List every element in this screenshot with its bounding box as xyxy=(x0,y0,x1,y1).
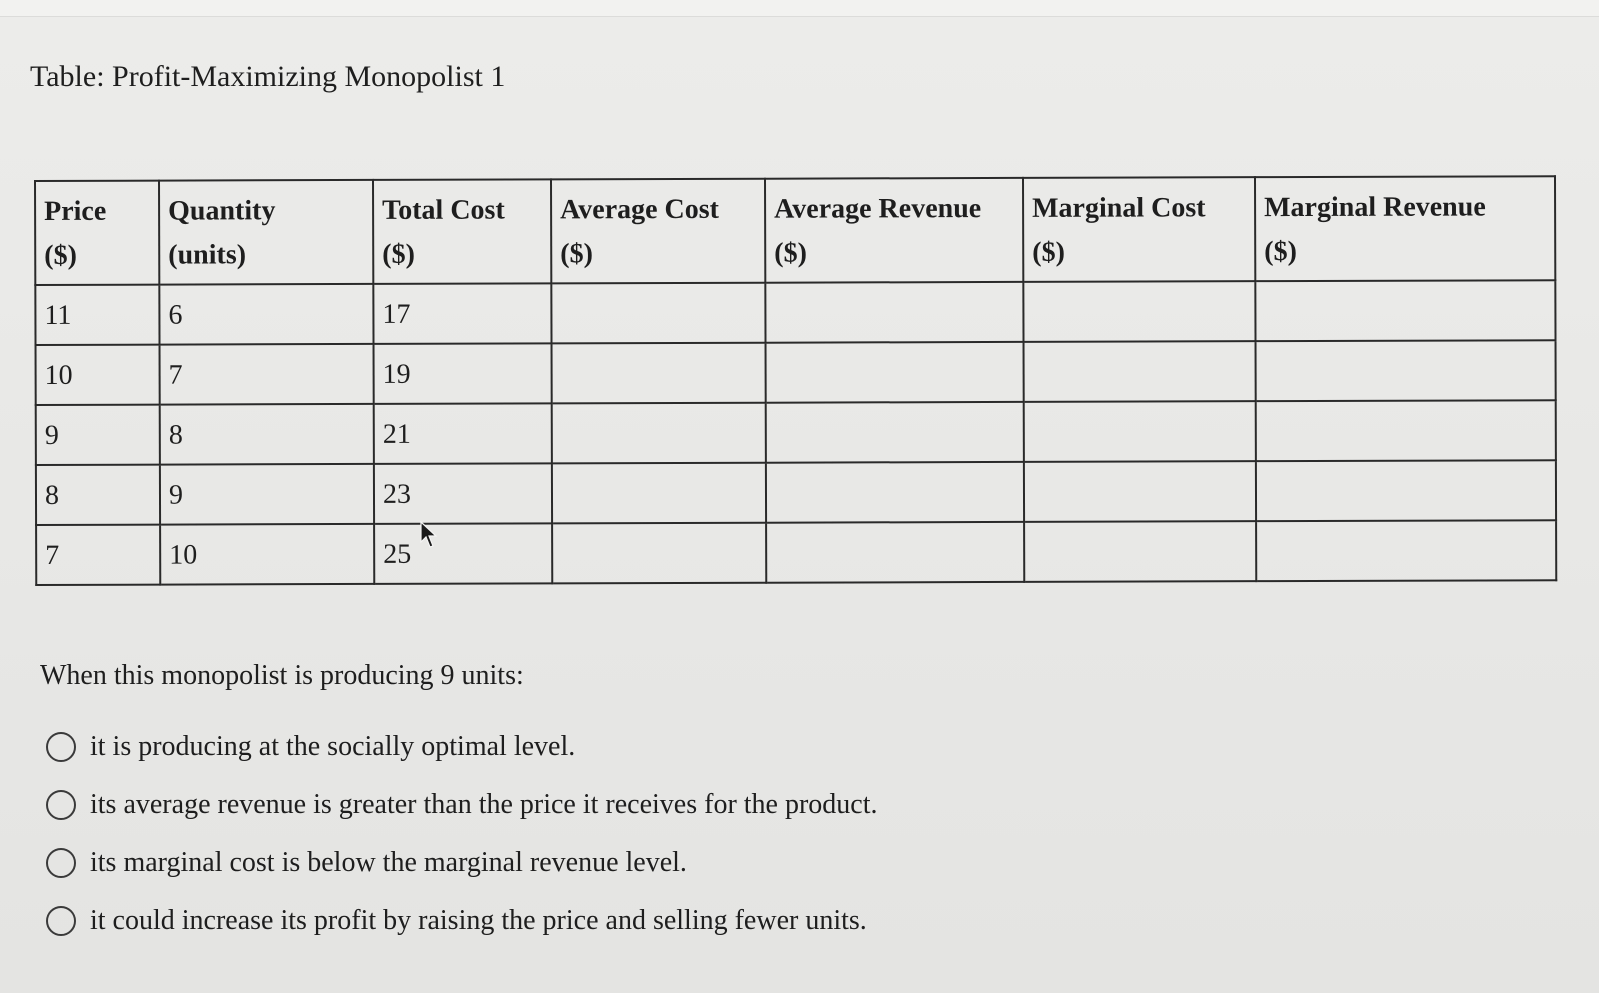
answer-option-label: it could increase its profit by raising the price and selling fewer units. xyxy=(90,905,867,936)
question-prompt: When this monopolist is producing 9 units: xyxy=(40,660,524,691)
header-quantity-label: Quantity xyxy=(168,195,276,227)
header-total-cost-unit: ($) xyxy=(382,238,415,270)
header-marginal-revenue-label: Marginal Revenue xyxy=(1264,191,1486,224)
header-marginal-revenue-unit: ($) xyxy=(1264,236,1297,268)
header-average-cost-unit: ($) xyxy=(560,238,593,270)
cell-price: 9 xyxy=(36,405,160,465)
header-marginal-cost-unit: ($) xyxy=(1032,236,1065,268)
cell-price: 7 xyxy=(36,525,160,585)
cell-total-cost: 21 xyxy=(374,403,552,464)
cell-marginal-revenue xyxy=(1256,520,1556,581)
header-average-revenue xyxy=(765,178,1023,283)
radio-button-icon[interactable] xyxy=(46,790,76,820)
answer-option-3[interactable] xyxy=(46,834,878,892)
header-price xyxy=(35,181,159,285)
cell-marginal-cost xyxy=(1024,341,1256,402)
cell-marginal-cost xyxy=(1024,461,1256,522)
cell-average-cost xyxy=(552,343,766,404)
cell-marginal-revenue xyxy=(1255,280,1555,341)
table-row xyxy=(36,460,1556,525)
cell-quantity: 7 xyxy=(160,344,374,405)
cell-price: 10 xyxy=(36,345,160,405)
header-quantity xyxy=(159,180,373,285)
cell-total-cost: 25 xyxy=(374,523,552,584)
cell-average-revenue xyxy=(766,402,1024,463)
table-title: Table: Profit-Maximizing Monopolist 1 xyxy=(30,60,506,93)
header-price-unit: ($) xyxy=(44,239,77,271)
table-row xyxy=(36,400,1556,465)
radio-button-icon[interactable] xyxy=(46,848,76,878)
radio-button-icon[interactable] xyxy=(46,732,76,762)
cell-average-revenue xyxy=(766,522,1024,583)
cell-price: 8 xyxy=(36,465,160,525)
cell-marginal-revenue xyxy=(1256,400,1556,461)
cell-marginal-cost xyxy=(1024,521,1256,582)
cell-average-cost xyxy=(552,463,766,524)
header-marginal-cost-label: Marginal Cost xyxy=(1032,192,1206,224)
header-average-cost-label: Average Cost xyxy=(560,193,720,226)
cell-quantity: 9 xyxy=(160,464,374,525)
answer-option-4[interactable] xyxy=(46,892,878,950)
header-total-cost-label: Total Cost xyxy=(382,194,505,226)
answer-option-label: its average revenue is greater than the price it receives for the product. xyxy=(90,789,878,820)
cell-average-revenue xyxy=(765,282,1023,343)
cell-marginal-cost xyxy=(1024,401,1256,462)
cell-marginal-revenue xyxy=(1256,340,1556,401)
cell-marginal-revenue xyxy=(1256,460,1556,521)
header-total-cost xyxy=(373,179,551,284)
cell-price: 11 xyxy=(35,285,159,345)
cell-average-cost xyxy=(552,523,766,584)
table-row xyxy=(35,280,1555,345)
table-row xyxy=(36,520,1556,585)
cell-total-cost: 17 xyxy=(373,283,551,344)
table-header-row xyxy=(35,176,1555,285)
header-marginal-revenue xyxy=(1255,176,1555,281)
answer-option-1[interactable] xyxy=(46,718,878,776)
cell-total-cost: 19 xyxy=(374,343,552,404)
header-average-revenue-unit: ($) xyxy=(774,237,807,269)
cell-total-cost: 23 xyxy=(374,463,552,524)
header-quantity-unit: (units) xyxy=(168,239,247,271)
cell-marginal-cost xyxy=(1023,281,1255,342)
monopolist-table xyxy=(34,175,1557,586)
cell-quantity: 10 xyxy=(160,524,374,585)
mouse-pointer-icon xyxy=(420,521,438,549)
cell-average-revenue xyxy=(766,342,1024,403)
table-row xyxy=(36,340,1556,405)
header-marginal-cost xyxy=(1023,177,1255,282)
cell-average-cost xyxy=(551,283,765,344)
top-strip xyxy=(0,0,1599,17)
radio-button-icon[interactable] xyxy=(46,906,76,936)
answer-option-2[interactable] xyxy=(46,776,878,834)
cell-average-cost xyxy=(552,403,766,464)
answer-options xyxy=(46,718,878,950)
header-average-revenue-label: Average Revenue xyxy=(774,193,982,225)
answer-option-label: it is producing at the socially optimal level. xyxy=(90,731,576,762)
header-average-cost xyxy=(551,179,765,284)
answer-option-label: its marginal cost is below the marginal revenue level. xyxy=(90,847,687,878)
cell-quantity: 6 xyxy=(159,284,373,345)
cell-average-revenue xyxy=(766,462,1024,523)
header-price-label: Price xyxy=(44,195,107,227)
cell-quantity: 8 xyxy=(160,404,374,465)
